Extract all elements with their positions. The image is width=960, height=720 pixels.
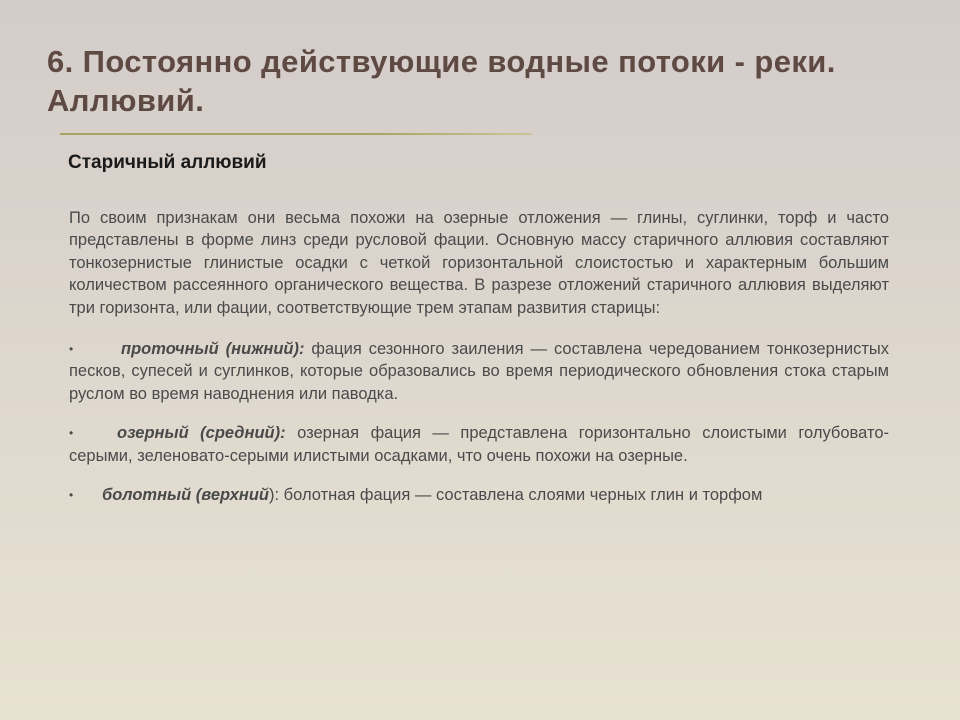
list-item-lake-facies xyxy=(69,422,889,467)
list-item-swamp-facies xyxy=(69,484,889,506)
facies-term: болотный (верхний xyxy=(102,486,270,505)
facies-description: озерная фация — представлена горизонтально слоистыми голубовато-серыми, зеленовато-серыми илистыми осадками, что очень похожи на озерные. xyxy=(69,424,889,465)
facies-description: фация сезонного заиления — составлена чередованием тонкозернистых песков, супесей и суглинков, которые образовались во время периодического обновления стока старым руслом во время наводнения или паводка. xyxy=(69,340,890,403)
content-body xyxy=(69,207,889,506)
intro-paragraph: По своим признакам они весьма похожи на озерные отложения — глины, суглинки, торф и часто представлены в форме линз среди русловой фации. Основную массу старичного аллювия составляют тонкозернистые глинистые осадки с четкой горизонтальной слоистостью и характерным большим количеством рассеянного органического вещества. В разрезе отложений старичного аллювия выделяют три горизонта, или фации, соответствующие трем этапам развития старицы: xyxy=(69,209,889,317)
bullet-icon: • xyxy=(69,342,74,357)
bullet-icon: • xyxy=(69,488,74,503)
bullet-icon: • xyxy=(69,426,74,441)
facies-term: проточный (нижний): xyxy=(121,340,305,359)
section-subtitle: Старичный аллювий xyxy=(68,152,267,173)
facies-term: озерный (средний): xyxy=(117,424,286,443)
list-item-channel-facies xyxy=(69,338,889,405)
title-divider xyxy=(60,133,532,135)
facies-list xyxy=(69,338,889,506)
slide-title: 6. Постоянно действующие водные потоки - реки. Аллювий. xyxy=(47,44,836,118)
facies-description: ): болотная фация — составлена слоями черных глин и торфом xyxy=(269,486,763,505)
